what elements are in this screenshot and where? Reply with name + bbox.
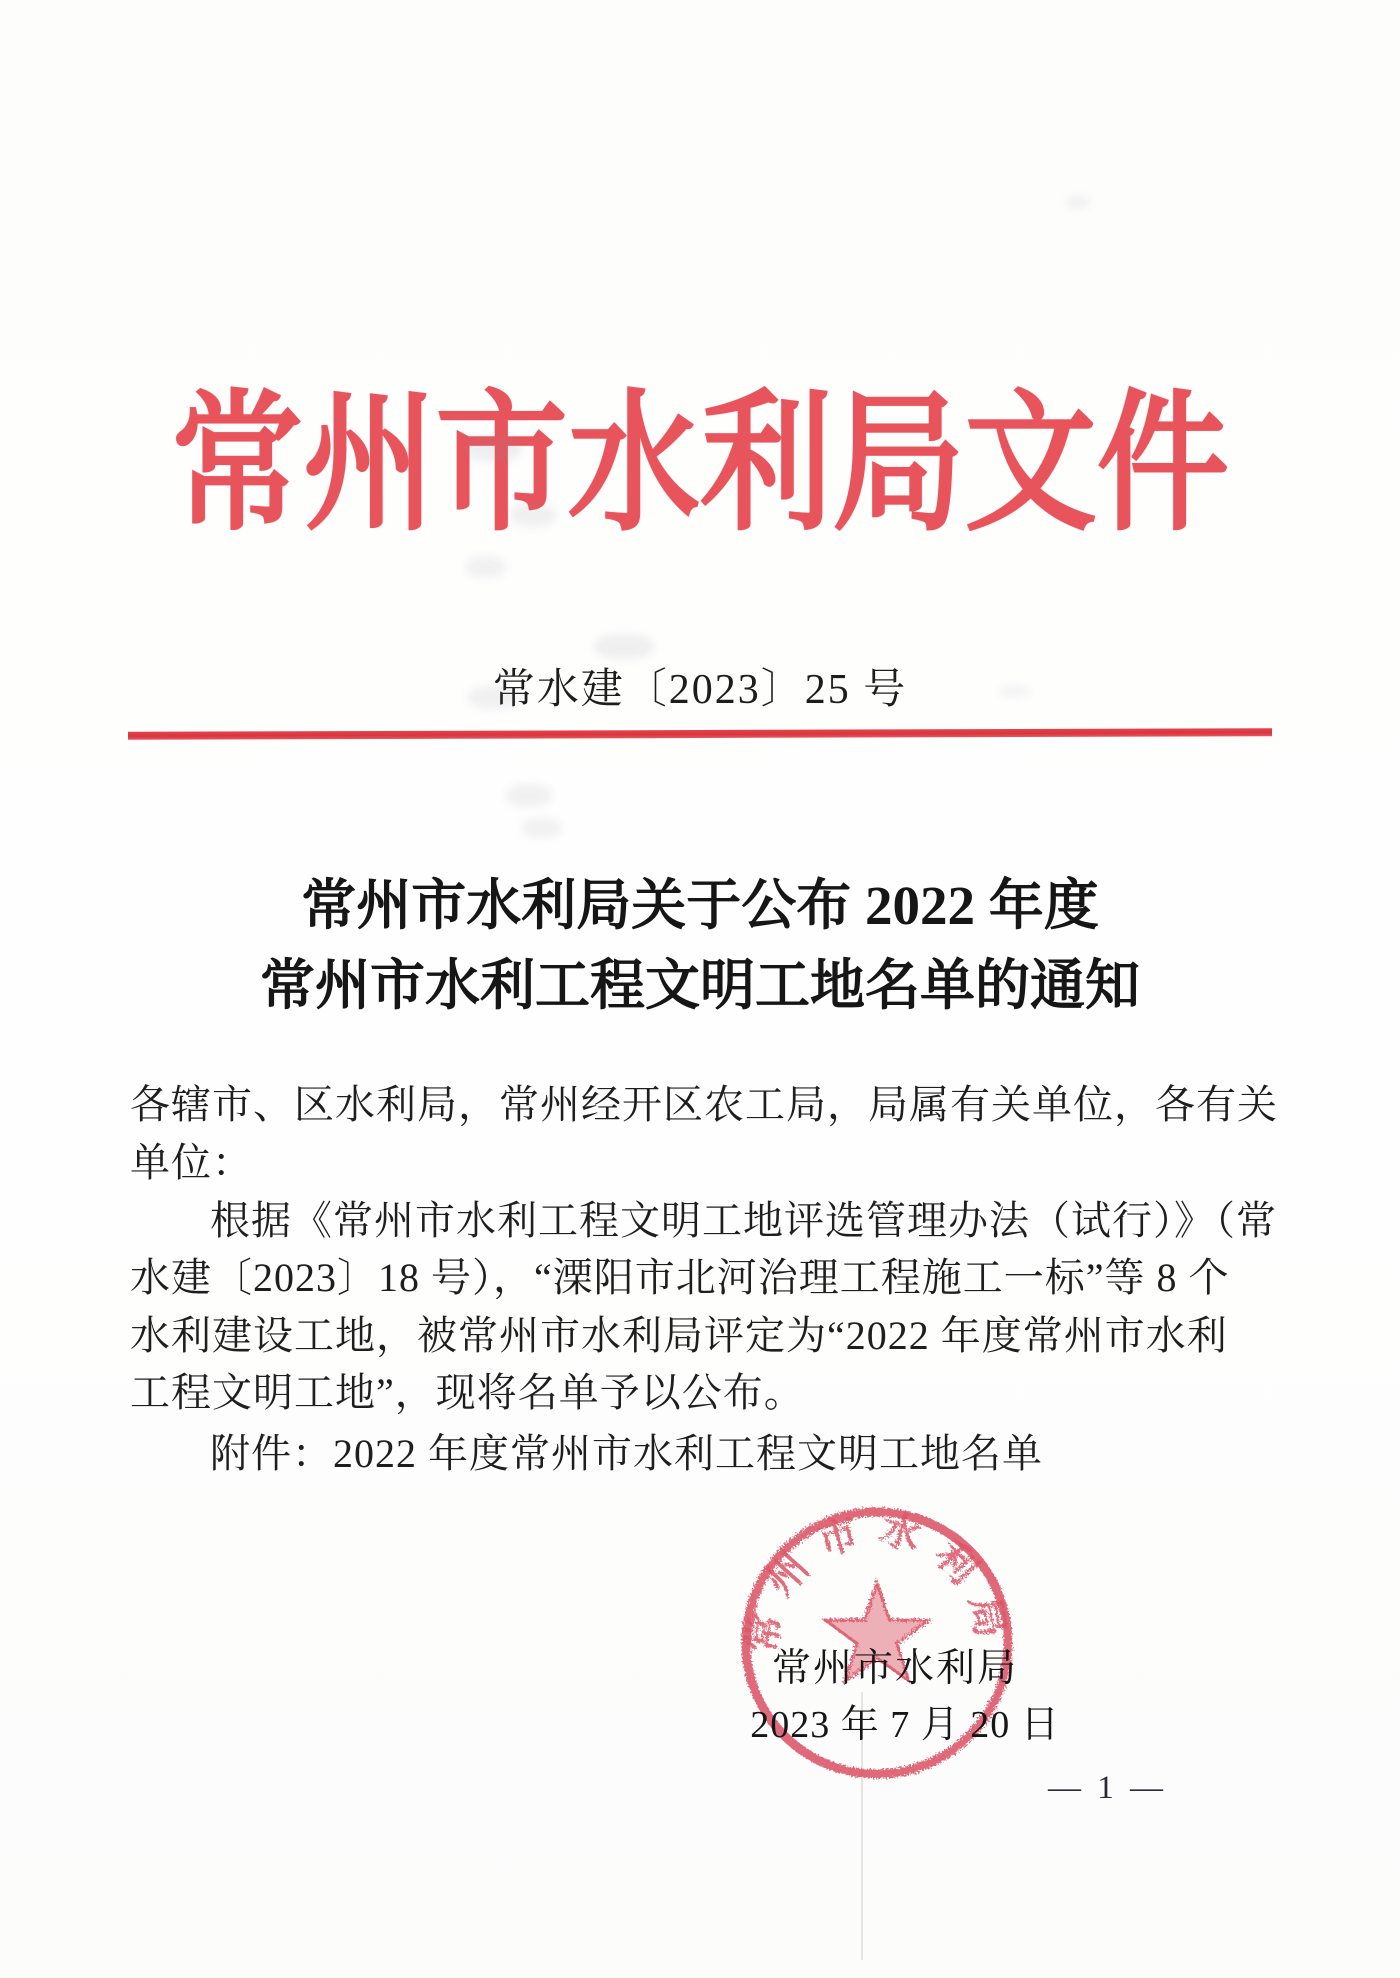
bleedthrough-artifact (1066, 196, 1090, 209)
body-salutation-line2: 单位： (130, 1140, 253, 1185)
seal-arc-text: 常州市水利局 (738, 1505, 1016, 1657)
notice-title-line1: 常州市水利局关于公布 2022 年度 (301, 875, 1099, 936)
bleedthrough-artifact (466, 556, 506, 578)
signature-date: 2023 年 7 月 20 日 (750, 1704, 1060, 1746)
bleedthrough-artifact (466, 436, 522, 462)
masthead-title (0, 378, 1400, 553)
bleedthrough-artifact (1000, 686, 1030, 697)
body-paragraph-line3: 水利建设工地，被常州市水利局评定为“2022 年度常州市水利 (130, 1313, 1228, 1358)
bleedthrough-artifact (522, 818, 562, 838)
masthead-title-text: 常州市水利局文件 (171, 381, 1229, 549)
red-separator-rule (128, 728, 1272, 740)
attachment-line: 附件：2022 年度常州市水利工程文明工地名单 (210, 1431, 1043, 1476)
body-paragraph-line1: 根据《常州市水利工程文明工地评选管理办法（试行）》（常 (210, 1198, 1277, 1243)
signature-organization: 常州市水利局 (771, 1647, 1018, 1690)
bleedthrough-artifact (510, 503, 556, 527)
body-salutation-line1: 各辖市、区水利局，常州经开区农工局，局属有关单位，各有关 (130, 1082, 1278, 1127)
bleedthrough-artifact (594, 634, 654, 659)
document-number: 常水建〔2023〕25 号 (492, 667, 908, 713)
bleedthrough-artifact (506, 784, 552, 807)
body-paragraph-line4: 工程文明工地”，现将名单予以公布。 (130, 1370, 805, 1415)
page-number: — 1 — (1048, 1770, 1167, 1806)
bleedthrough-artifact (468, 686, 518, 709)
notice-title-line2: 常州市水利工程文明工地名单的通知 (259, 955, 1140, 1016)
body-paragraph-line2: 水建〔2023〕18 号），“溧阳市北河治理工程施工一标”等 8 个 (130, 1255, 1230, 1300)
